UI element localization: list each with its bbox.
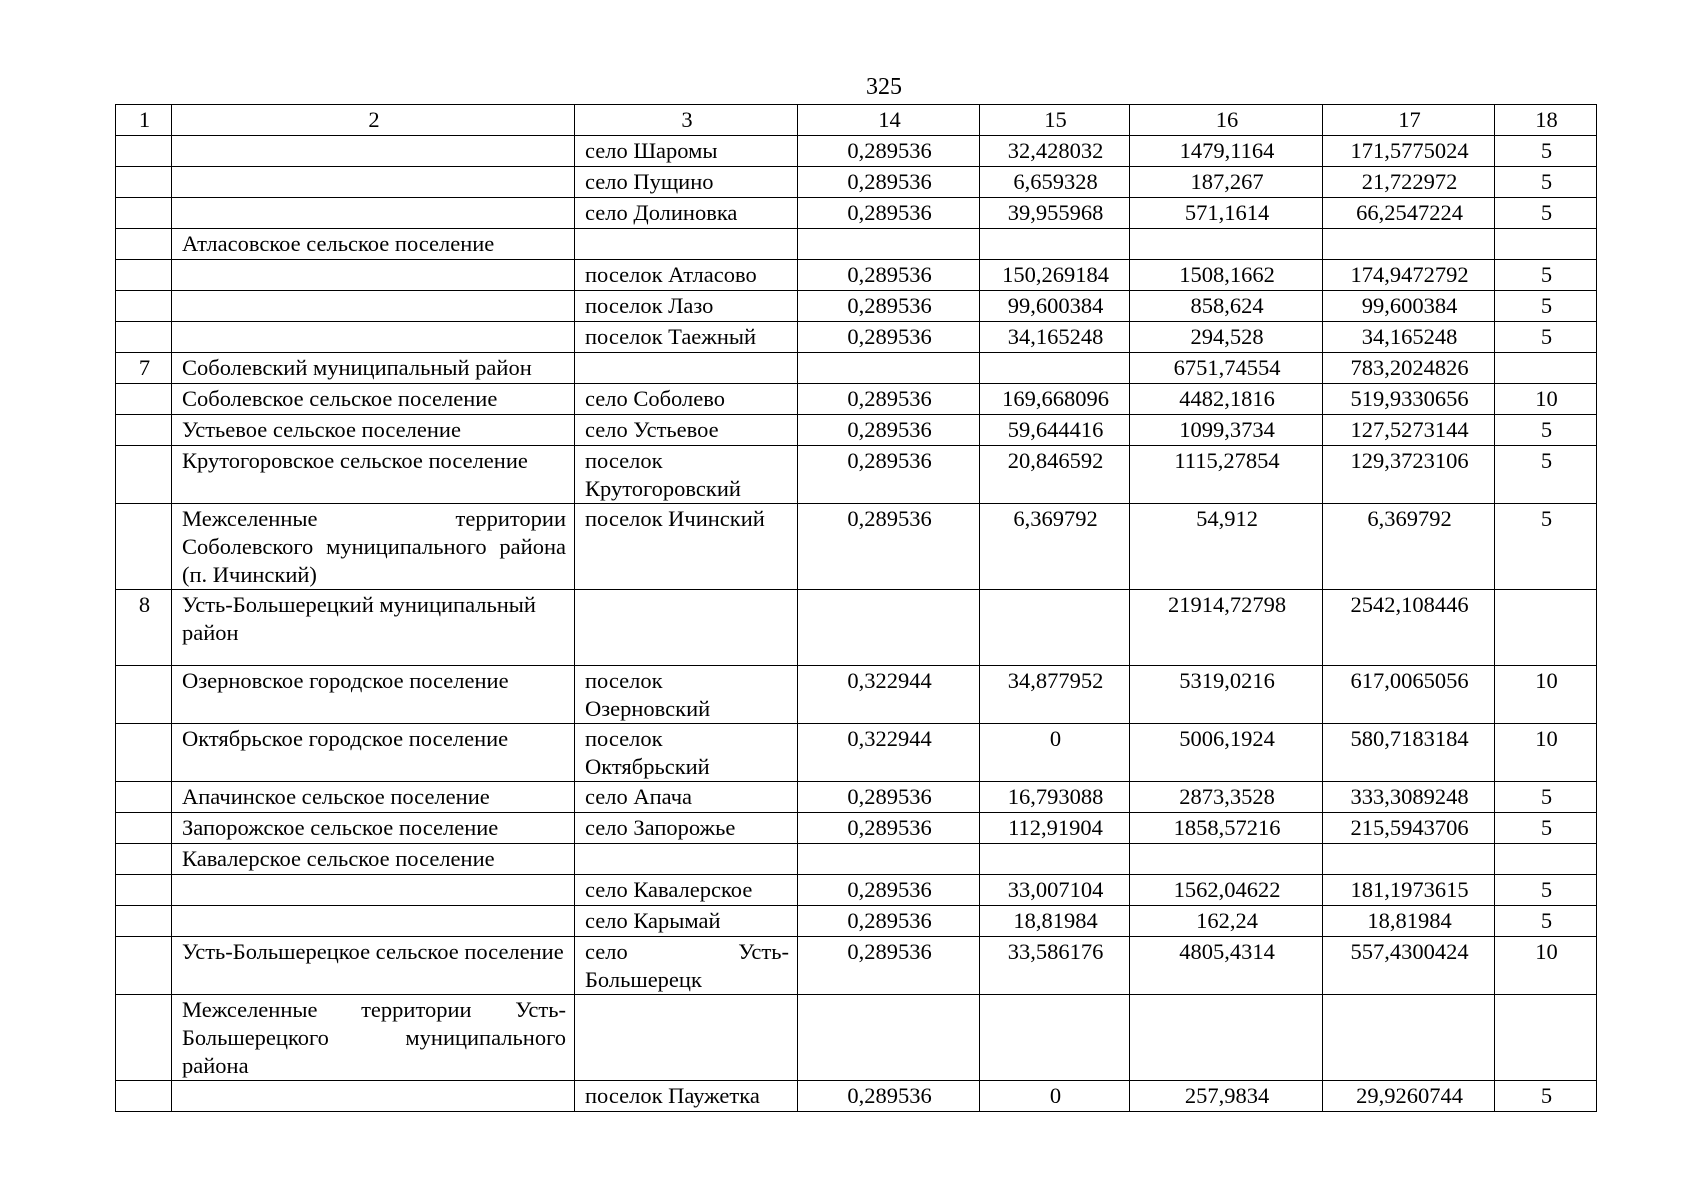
col15-cell: 0	[980, 1081, 1130, 1112]
table-row	[116, 782, 1597, 813]
settlement-cell: село Усть-Большерецк	[575, 937, 798, 995]
col15-cell: 34,877952	[980, 666, 1130, 724]
row-number-cell	[116, 844, 172, 875]
page-number: 325	[866, 74, 902, 100]
col18-cell: 5	[1495, 813, 1597, 844]
table-header-row	[116, 105, 1597, 136]
table-row	[116, 291, 1597, 322]
header-cell: 3	[575, 105, 798, 136]
col16-cell: 5319,0216	[1130, 666, 1323, 724]
col15-cell	[980, 995, 1130, 1081]
table-row	[116, 875, 1597, 906]
col16-cell: 1508,1662	[1130, 260, 1323, 291]
table-row	[116, 504, 1597, 590]
col17-cell: 6,369792	[1323, 504, 1495, 590]
col14-cell: 0,289536	[798, 291, 980, 322]
col14-cell: 0,289536	[798, 384, 980, 415]
table-row	[116, 353, 1597, 384]
settlement-cell	[575, 353, 798, 384]
col16-cell: 54,912	[1130, 504, 1323, 590]
col18-cell: 5	[1495, 415, 1597, 446]
row-number-cell	[116, 724, 172, 782]
table-row	[116, 995, 1597, 1081]
settlement-cell: село Устьевое	[575, 415, 798, 446]
col18-cell: 5	[1495, 260, 1597, 291]
row-number-cell	[116, 504, 172, 590]
municipality-cell: Атласовское сельское поселение	[172, 229, 575, 260]
municipality-cell	[172, 1081, 575, 1112]
col15-cell: 16,793088	[980, 782, 1130, 813]
col16-cell: 5006,1924	[1130, 724, 1323, 782]
settlement-cell: поселок Ичинский	[575, 504, 798, 590]
col16-cell: 4482,1816	[1130, 384, 1323, 415]
col18-cell	[1495, 353, 1597, 384]
col17-cell: 2542,108446	[1323, 590, 1495, 666]
col17-cell: 29,9260744	[1323, 1081, 1495, 1112]
col14-cell: 0,322944	[798, 666, 980, 724]
settlement-cell	[575, 590, 798, 666]
col15-cell: 112,91904	[980, 813, 1130, 844]
col18-cell: 5	[1495, 136, 1597, 167]
row-number-cell	[116, 167, 172, 198]
col16-cell: 2873,3528	[1130, 782, 1323, 813]
row-number-cell	[116, 937, 172, 995]
row-number-cell	[116, 875, 172, 906]
header-cell: 17	[1323, 105, 1495, 136]
table-row	[116, 1081, 1597, 1112]
col14-cell: 0,289536	[798, 198, 980, 229]
col15-cell: 33,586176	[980, 937, 1130, 995]
col14-cell	[798, 844, 980, 875]
settlement-cell	[575, 995, 798, 1081]
col15-cell	[980, 353, 1130, 384]
table-row	[116, 384, 1597, 415]
col17-cell	[1323, 995, 1495, 1081]
col14-cell: 0,289536	[798, 906, 980, 937]
col17-cell: 783,2024826	[1323, 353, 1495, 384]
col14-cell: 0,289536	[798, 322, 980, 353]
row-number-cell	[116, 666, 172, 724]
col18-cell: 5	[1495, 322, 1597, 353]
col18-cell: 10	[1495, 384, 1597, 415]
col17-cell: 333,3089248	[1323, 782, 1495, 813]
settlement-cell: поселок Октябрьский	[575, 724, 798, 782]
col14-cell	[798, 590, 980, 666]
municipality-cell	[172, 136, 575, 167]
col17-cell: 127,5273144	[1323, 415, 1495, 446]
col15-cell	[980, 229, 1130, 260]
col16-cell: 858,624	[1130, 291, 1323, 322]
col16-cell	[1130, 995, 1323, 1081]
col15-cell: 6,659328	[980, 167, 1130, 198]
col18-cell: 5	[1495, 291, 1597, 322]
col15-cell: 6,369792	[980, 504, 1130, 590]
row-number-cell: 7	[116, 353, 172, 384]
col17-cell	[1323, 844, 1495, 875]
col18-cell: 10	[1495, 937, 1597, 995]
municipality-cell: Усть-Большерецкий муниципальный район	[172, 590, 575, 666]
col14-cell: 0,289536	[798, 260, 980, 291]
row-number-cell	[116, 813, 172, 844]
header-cell: 18	[1495, 105, 1597, 136]
municipality-cell: Озерновское городское поселение	[172, 666, 575, 724]
col14-cell: 0,289536	[798, 167, 980, 198]
col18-cell: 5	[1495, 906, 1597, 937]
col15-cell: 39,955968	[980, 198, 1130, 229]
col18-cell: 10	[1495, 724, 1597, 782]
header-cell: 15	[980, 105, 1130, 136]
col17-cell: 34,165248	[1323, 322, 1495, 353]
row-number-cell	[116, 1081, 172, 1112]
col14-cell: 0,289536	[798, 415, 980, 446]
col18-cell: 5	[1495, 198, 1597, 229]
municipality-cell: Усть-Большерецкое сельское поселение	[172, 937, 575, 995]
row-number-cell	[116, 415, 172, 446]
municipality-cell	[172, 322, 575, 353]
row-number-cell	[116, 446, 172, 504]
col16-cell: 187,267	[1130, 167, 1323, 198]
col14-cell	[798, 353, 980, 384]
municipality-cell	[172, 198, 575, 229]
table-row	[116, 167, 1597, 198]
municipality-cell: Устьевое сельское поселение	[172, 415, 575, 446]
municipality-cell: Апачинское сельское поселение	[172, 782, 575, 813]
col18-cell	[1495, 995, 1597, 1081]
row-number-cell	[116, 260, 172, 291]
col15-cell	[980, 844, 1130, 875]
settlement-cell: село Кавалерское	[575, 875, 798, 906]
table-row	[116, 937, 1597, 995]
col14-cell: 0,289536	[798, 813, 980, 844]
col15-cell: 34,165248	[980, 322, 1130, 353]
col17-cell: 617,0065056	[1323, 666, 1495, 724]
settlement-cell	[575, 844, 798, 875]
col15-cell: 169,668096	[980, 384, 1130, 415]
municipality-cell: Соболевский муниципальный район	[172, 353, 575, 384]
municipality-cell: Крутогоровское сельское поселение	[172, 446, 575, 504]
col17-cell: 66,2547224	[1323, 198, 1495, 229]
col15-cell: 99,600384	[980, 291, 1130, 322]
col17-cell: 171,5775024	[1323, 136, 1495, 167]
col16-cell: 162,24	[1130, 906, 1323, 937]
table-row	[116, 813, 1597, 844]
settlement-cell: поселок Атласово	[575, 260, 798, 291]
table-row	[116, 415, 1597, 446]
table-row	[116, 322, 1597, 353]
col17-cell: 181,1973615	[1323, 875, 1495, 906]
col14-cell: 0,289536	[798, 782, 980, 813]
col16-cell: 571,1614	[1130, 198, 1323, 229]
municipality-cell: Межселенные территории Усть-Большерецкого муниципального района	[172, 995, 575, 1081]
table-row	[116, 260, 1597, 291]
col18-cell: 5	[1495, 446, 1597, 504]
col18-cell: 5	[1495, 1081, 1597, 1112]
col16-cell: 21914,72798	[1130, 590, 1323, 666]
col16-cell	[1130, 229, 1323, 260]
col14-cell: 0,289536	[798, 136, 980, 167]
header-cell: 2	[172, 105, 575, 136]
data-table	[115, 104, 1597, 1112]
settlement-cell: поселок Крутогоровский	[575, 446, 798, 504]
col15-cell: 150,269184	[980, 260, 1130, 291]
municipality-cell: Межселенные территории Соболевского муниципального района (п. Ичинский)	[172, 504, 575, 590]
col16-cell: 6751,74554	[1130, 353, 1323, 384]
settlement-cell: поселок Паужетка	[575, 1081, 798, 1112]
settlement-cell: поселок Таежный	[575, 322, 798, 353]
col14-cell: 0,289536	[798, 937, 980, 995]
col17-cell: 557,4300424	[1323, 937, 1495, 995]
col17-cell: 519,9330656	[1323, 384, 1495, 415]
col17-cell: 580,7183184	[1323, 724, 1495, 782]
col15-cell: 32,428032	[980, 136, 1130, 167]
settlement-cell: поселок Озерновский	[575, 666, 798, 724]
row-number-cell	[116, 136, 172, 167]
table-row	[116, 724, 1597, 782]
col16-cell: 1562,04622	[1130, 875, 1323, 906]
col14-cell: 0,322944	[798, 724, 980, 782]
col15-cell: 0	[980, 724, 1130, 782]
table-row	[116, 446, 1597, 504]
col17-cell: 99,600384	[1323, 291, 1495, 322]
row-number-cell	[116, 322, 172, 353]
row-number-cell	[116, 906, 172, 937]
row-number-cell	[116, 384, 172, 415]
col14-cell: 0,289536	[798, 446, 980, 504]
settlement-cell: поселок Лазо	[575, 291, 798, 322]
col18-cell	[1495, 590, 1597, 666]
table-row	[116, 136, 1597, 167]
col16-cell: 1858,57216	[1130, 813, 1323, 844]
col17-cell: 174,9472792	[1323, 260, 1495, 291]
row-number-cell	[116, 198, 172, 229]
table-row	[116, 229, 1597, 260]
municipality-cell: Октябрьское городское поселение	[172, 724, 575, 782]
col16-cell: 1479,1164	[1130, 136, 1323, 167]
municipality-cell	[172, 906, 575, 937]
table-row	[116, 198, 1597, 229]
col15-cell: 20,846592	[980, 446, 1130, 504]
municipality-cell: Кавалерское сельское поселение	[172, 844, 575, 875]
col16-cell: 1099,3734	[1130, 415, 1323, 446]
header-cell: 14	[798, 105, 980, 136]
col17-cell: 129,3723106	[1323, 446, 1495, 504]
row-number-cell	[116, 229, 172, 260]
col15-cell	[980, 590, 1130, 666]
col18-cell	[1495, 844, 1597, 875]
table-row	[116, 590, 1597, 666]
settlement-cell: село Запорожье	[575, 813, 798, 844]
col14-cell: 0,289536	[798, 875, 980, 906]
row-number-cell	[116, 782, 172, 813]
header-cell: 16	[1130, 105, 1323, 136]
header-cell: 1	[116, 105, 172, 136]
col18-cell: 5	[1495, 875, 1597, 906]
col15-cell: 59,644416	[980, 415, 1130, 446]
col14-cell	[798, 995, 980, 1081]
col15-cell: 33,007104	[980, 875, 1130, 906]
row-number-cell	[116, 291, 172, 322]
municipality-cell	[172, 291, 575, 322]
row-number-cell	[116, 995, 172, 1081]
table-row	[116, 906, 1597, 937]
row-number-cell: 8	[116, 590, 172, 666]
settlement-cell: село Карымай	[575, 906, 798, 937]
col17-cell: 21,722972	[1323, 167, 1495, 198]
col17-cell: 18,81984	[1323, 906, 1495, 937]
col16-cell: 4805,4314	[1130, 937, 1323, 995]
col18-cell: 10	[1495, 666, 1597, 724]
table-row	[116, 844, 1597, 875]
municipality-cell: Соболевское сельское поселение	[172, 384, 575, 415]
col18-cell	[1495, 229, 1597, 260]
col16-cell: 257,9834	[1130, 1081, 1323, 1112]
col18-cell: 5	[1495, 782, 1597, 813]
municipality-cell	[172, 260, 575, 291]
col14-cell: 0,289536	[798, 504, 980, 590]
settlement-cell: село Шаромы	[575, 136, 798, 167]
col17-cell	[1323, 229, 1495, 260]
col16-cell: 294,528	[1130, 322, 1323, 353]
col14-cell	[798, 229, 980, 260]
settlement-cell: село Соболево	[575, 384, 798, 415]
municipality-cell	[172, 167, 575, 198]
municipality-cell: Запорожское сельское поселение	[172, 813, 575, 844]
col16-cell	[1130, 844, 1323, 875]
col18-cell: 5	[1495, 504, 1597, 590]
col15-cell: 18,81984	[980, 906, 1130, 937]
table-row	[116, 666, 1597, 724]
municipality-cell	[172, 875, 575, 906]
col17-cell: 215,5943706	[1323, 813, 1495, 844]
col18-cell: 5	[1495, 167, 1597, 198]
settlement-cell	[575, 229, 798, 260]
settlement-cell: село Апача	[575, 782, 798, 813]
col16-cell: 1115,27854	[1130, 446, 1323, 504]
col14-cell: 0,289536	[798, 1081, 980, 1112]
settlement-cell: село Долиновка	[575, 198, 798, 229]
settlement-cell: село Пущино	[575, 167, 798, 198]
